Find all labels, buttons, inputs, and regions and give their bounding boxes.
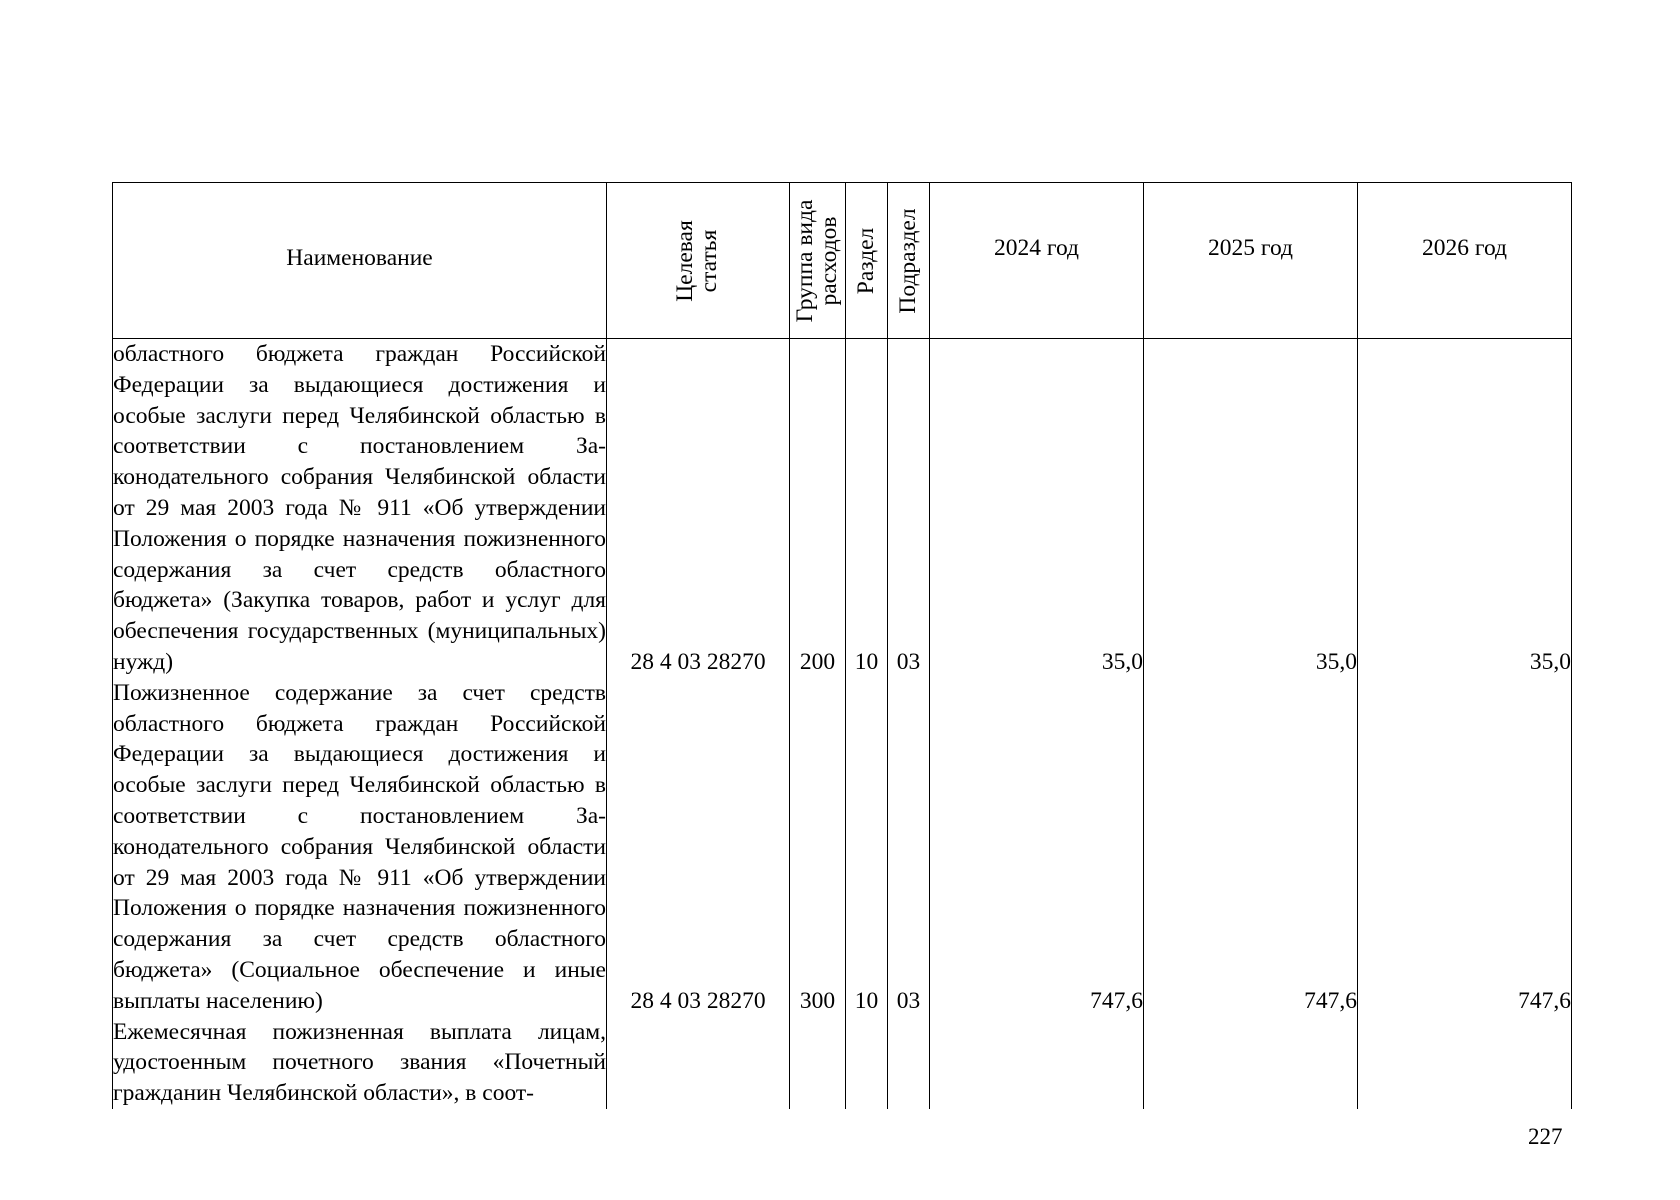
row-section: 10 bbox=[846, 339, 888, 678]
row-name: Ежемесячная пожизненная выплата лицам, удостоенным почетного звания «Почетный гражданин Челябинской области», в соот- bbox=[113, 1017, 607, 1109]
row-expense-group bbox=[790, 1017, 846, 1109]
row-target-article: 28 4 03 28270 bbox=[607, 678, 790, 1017]
table-row bbox=[113, 339, 1572, 678]
header-section: Раздел bbox=[846, 183, 888, 339]
header-year-2024: 2024 год bbox=[930, 183, 1144, 339]
row-value-2025 bbox=[1144, 1017, 1358, 1109]
row-section: 10 bbox=[846, 678, 888, 1017]
row-section bbox=[846, 1017, 888, 1109]
row-subsection: 03 bbox=[888, 678, 930, 1017]
table-header-row bbox=[113, 183, 1572, 339]
row-name: областного бюджета граждан Российской Федерации за выдающиеся достижения и особые заслуги перед Челябинской областью в соответствии с постановлением Законодательного собрания Челябинской области от 29 мая 2003 года № 911 «Об утверждении Положения о порядке назначения пожизненного содержания за счет средств областного бюджета» (Закупка товаров, работ и услуг для обеспечения государственных (муниципальных) нужд) bbox=[113, 339, 607, 678]
row-value-2024 bbox=[930, 1017, 1144, 1109]
table-row bbox=[113, 1017, 1572, 1109]
budget-table bbox=[112, 182, 1572, 1109]
row-name: Пожизненное содержание за счет средств областного бюджета граждан Российской Федерации за выдающиеся достижения и особые заслуги перед Челябинской областью в соответствии с постановлением Законодательного собрания Челябинской области от 29 мая 2003 года № 911 «Об утверждении Положения о порядке назначения пожизненного содержания за счет средств областного бюджета» (Социальное обеспечение и иные выплаты населению) bbox=[113, 678, 607, 1017]
header-name: Наименование bbox=[113, 183, 607, 339]
row-value-2025: 747,6 bbox=[1144, 678, 1358, 1017]
row-value-2026: 747,6 bbox=[1358, 678, 1572, 1017]
row-value-2026: 35,0 bbox=[1358, 339, 1572, 678]
header-subsection: Подраздел bbox=[888, 183, 930, 339]
header-year-2026: 2026 год bbox=[1358, 183, 1572, 339]
row-subsection: 03 bbox=[888, 339, 930, 678]
header-expense-group: Группа вида расходов bbox=[790, 183, 846, 339]
row-expense-group: 200 bbox=[790, 339, 846, 678]
row-target-article: 28 4 03 28270 bbox=[607, 339, 790, 678]
row-value-2025: 35,0 bbox=[1144, 339, 1358, 678]
row-value-2024: 35,0 bbox=[930, 339, 1144, 678]
table-row bbox=[113, 678, 1572, 1017]
row-subsection bbox=[888, 1017, 930, 1109]
page-number: 227 bbox=[1528, 1124, 1563, 1149]
row-value-2024: 747,6 bbox=[930, 678, 1144, 1017]
row-value-2026 bbox=[1358, 1017, 1572, 1109]
row-target-article bbox=[607, 1017, 790, 1109]
header-year-2025: 2025 год bbox=[1144, 183, 1358, 339]
header-target-article: Целевая статья bbox=[607, 183, 790, 339]
row-expense-group: 300 bbox=[790, 678, 846, 1017]
